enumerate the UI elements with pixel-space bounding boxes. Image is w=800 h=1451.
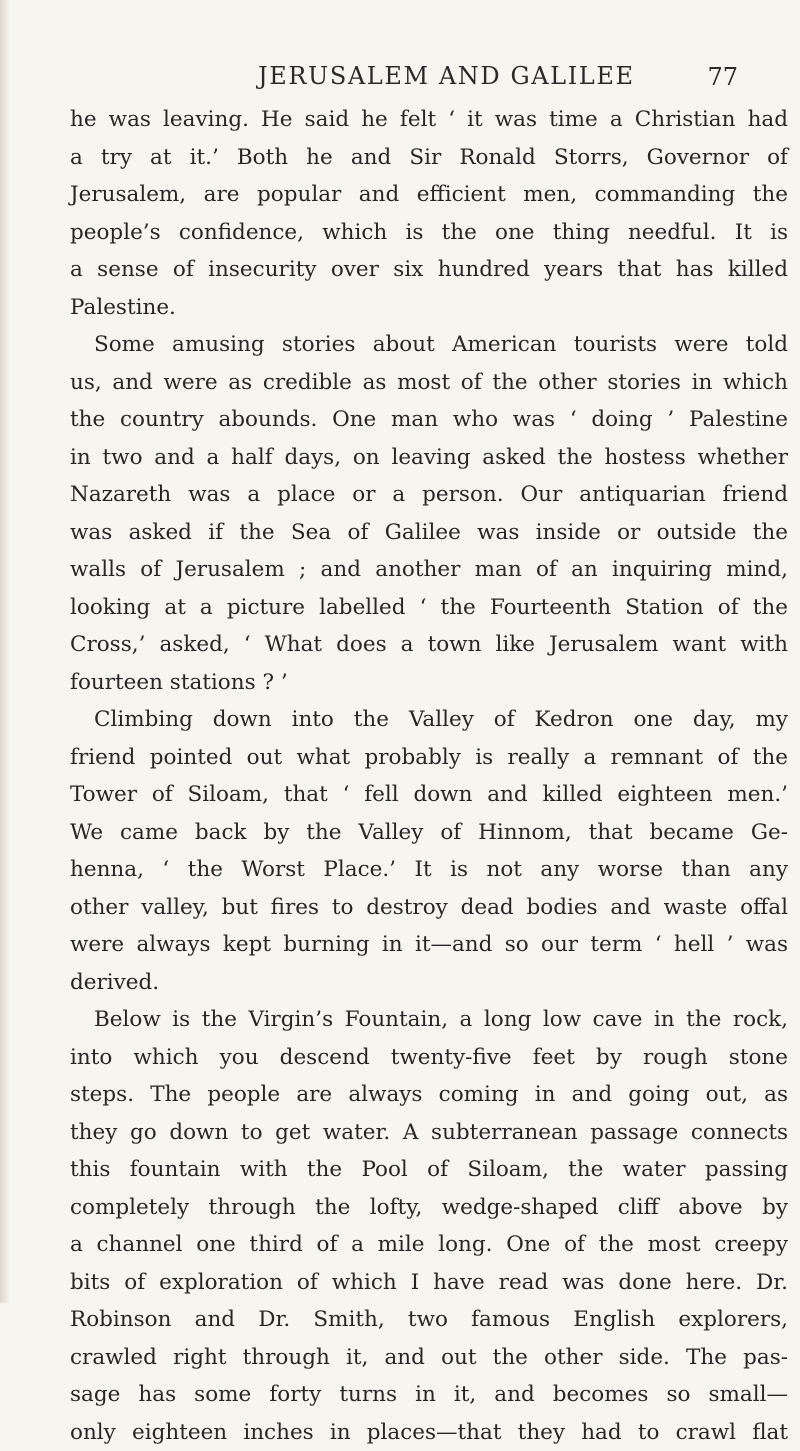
text-line: was asked if the Sea of Galilee was inside or outside the [70,514,788,552]
text-line: Climbing down into the Valley of Kedron one day, my [70,701,788,739]
text-line: henna, ‘ the Worst Place.’ It is not any worse than any [70,851,788,889]
text-line: only eighteen inches in places—that they had to crawl flat [70,1414,788,1451]
text-line: crawled right through it, and out the other side. The pas- [70,1339,788,1377]
text-line: a channel one third of a mile long. One of the most creepy [70,1226,788,1264]
page-number: 77 [707,63,738,91]
text-line: completely through the lofty, wedge-shaped cliff above by [70,1189,788,1227]
text-line: derived. [70,964,788,1002]
text-line: he was leaving. He said he felt ‘ it was time a Christian had [70,101,788,139]
text-line: Tower of Siloam, that ‘ fell down and killed eighteen men.’ [70,776,788,814]
text-line: walls of Jerusalem ; and another man of an inquiring mind, [70,551,788,589]
running-head [258,62,758,98]
text-line: fourteen stations ? ’ [70,664,788,702]
text-line: looking at a picture labelled ‘ the Fourteenth Station of the [70,589,788,627]
text-line: steps. The people are always coming in and going out, as [70,1076,788,1114]
text-line: We came back by the Valley of Hinnom, that became Ge- [70,814,788,852]
text-line: the country abounds. One man who was ‘ doing ’ Palestine [70,401,788,439]
body-text [70,101,788,1451]
text-line: Some amusing stories about American tourists were told [70,326,788,364]
text-line: us, and were as credible as most of the other stories in which [70,364,788,402]
text-line: a try at it.’ Both he and Sir Ronald Storrs, Governor of [70,139,788,177]
text-line: Cross,’ asked, ‘ What does a town like Jerusalem want with [70,626,788,664]
text-line: friend pointed out what probably is really a remnant of the [70,739,788,777]
text-line: Nazareth was a place or a person. Our antiquarian friend [70,476,788,514]
text-line: a sense of insecurity over six hundred years that has killed [70,251,788,289]
text-line: sage has some forty turns in it, and becomes so small— [70,1376,788,1414]
text-line: Palestine. [70,289,788,327]
text-line: bits of exploration of which I have read was done here. Dr. [70,1264,788,1302]
text-line: into which you descend twenty-five feet by rough stone [70,1039,788,1077]
text-line: were always kept burning in it—and so our term ‘ hell ’ was [70,926,788,964]
text-line: they go down to get water. A subterranean passage connects [70,1114,788,1152]
text-line: in two and a half days, on leaving asked the hostess whether [70,439,788,477]
text-line: Robinson and Dr. Smith, two famous English explorers, [70,1301,788,1339]
running-title: JERUSALEM AND GALILEE [258,62,635,90]
page-gutter-shadow [0,0,10,1303]
text-line: Jerusalem, are popular and efficient men, commanding the [70,176,788,214]
text-line: people’s confidence, which is the one thing needful. It is [70,214,788,252]
text-line: Below is the Virgin’s Fountain, a long low cave in the rock, [70,1001,788,1039]
text-line: other valley, but fires to destroy dead bodies and waste offal [70,889,788,927]
text-line: this fountain with the Pool of Siloam, the water passing [70,1151,788,1189]
